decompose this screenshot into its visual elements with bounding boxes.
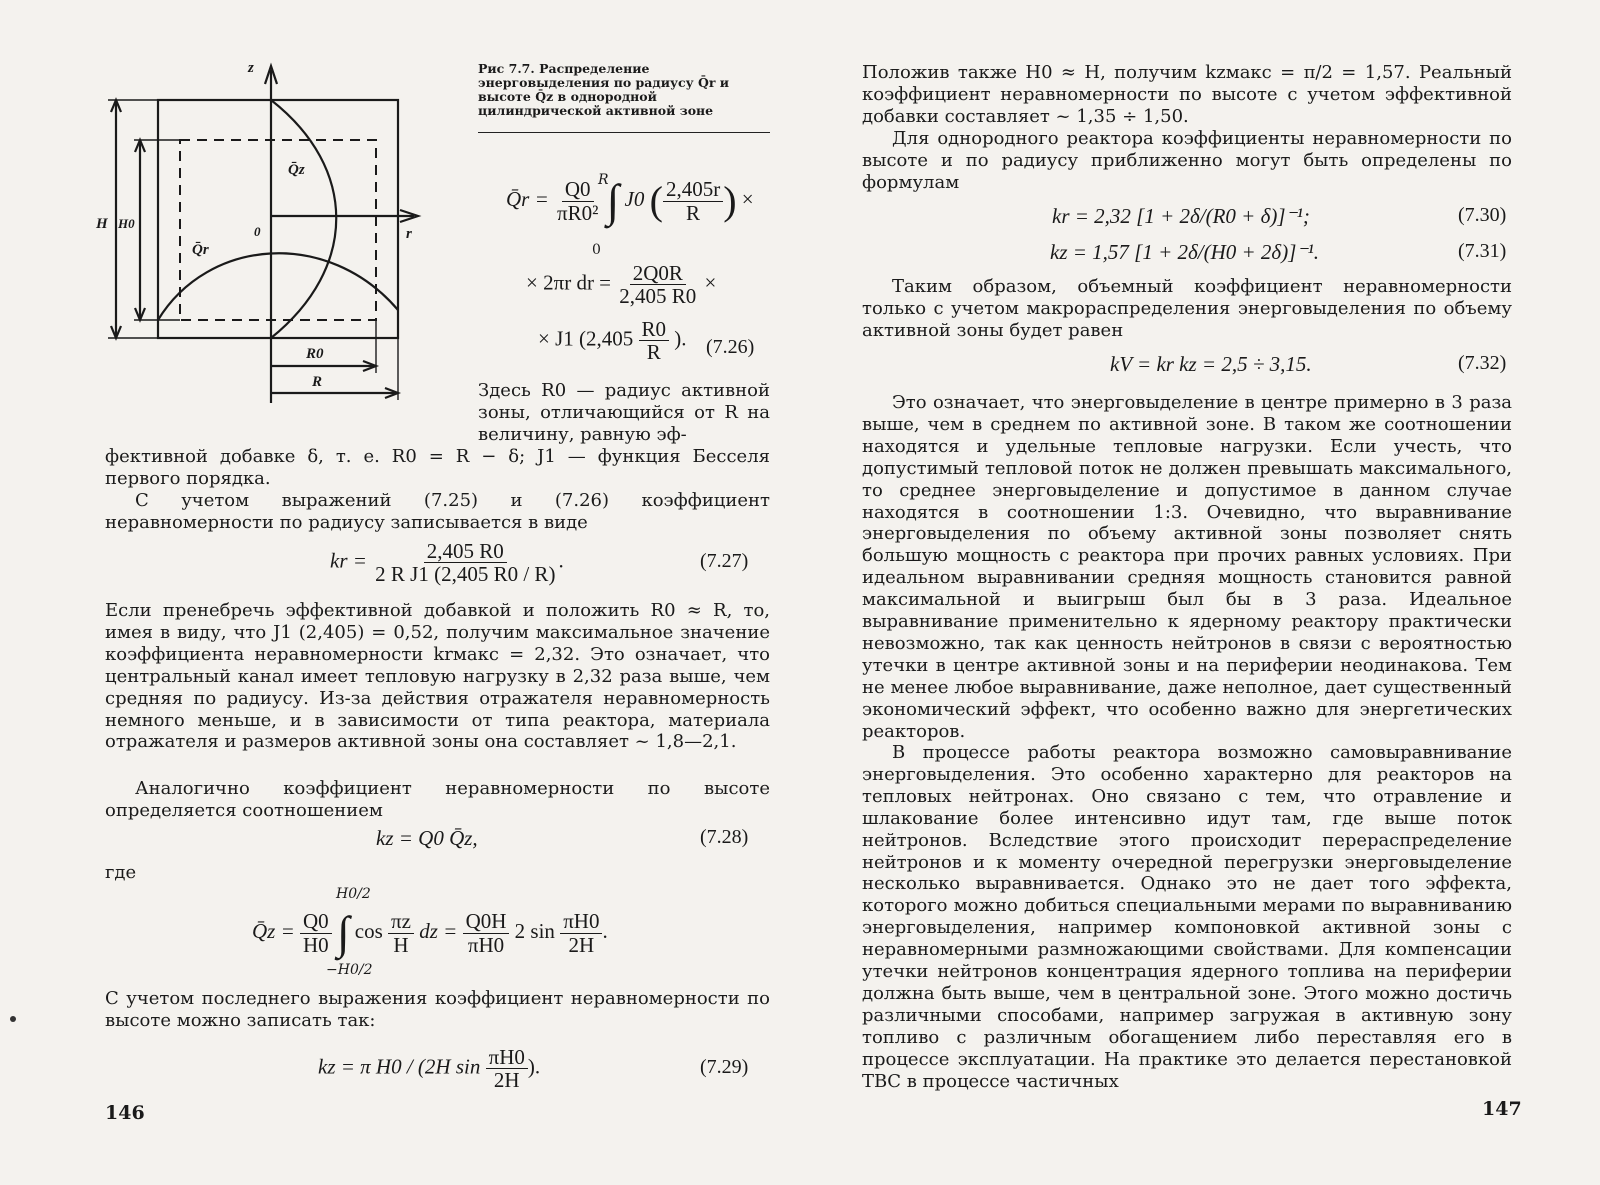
equation-7-26-line1: Q̄r = $\frac{Q0}{\text{πR0²}}$ ∫ J0 ( $\frac{2,405r}{R}$ ) × [506, 175, 754, 226]
label-r: r [406, 226, 412, 242]
integral-upper-limit: R [598, 172, 609, 188]
paragraph-esli: Если пренебречь эффективной добавкой и положить R0 ≈ R, то, имея в виду, что J1 (2,405) = 0,52, получим максимальное значение коэффициента неравномерности krмакс = 2,32. Это означает, что центральный канал имеет тепловую нагрузку в 2,32 раза выше, чем средняя по радиусу. Из-за действия отражателя неравномерность немного меньше, и в зависимости от типа реактора, материала отражателя и размеров активной зоны она составляет ~ 1,8—2,1. [105, 600, 770, 753]
label-H: H [96, 216, 108, 232]
label-z: z [248, 60, 254, 76]
paragraph-s-uchetom: С учетом выражений (7.25) и (7.26) коэффициент неравномерности по радиусу записывается в виде [105, 490, 770, 533]
equation-7-30: kr = 2,32 [1 + 2δ/(R0 + δ)]⁻¹; [1052, 204, 1310, 228]
paragraph-posledn: С учетом последнего выражения коэффициент неравномерности по высоте можно записать так: [105, 988, 770, 1031]
qz-integral-lower-limit: −H0/2 [326, 962, 373, 978]
equation-7-26-line2: × 2πr dr = $\frac{2Q0R}{2,405 R0}$ × [526, 261, 717, 309]
paragraph-v-processe: В процессе работы реактора возможно самовыравнивание энерговыделения. Это особенно характерно для реакторов на тепловых нейтронах. Оно связано с тем, что отравление и шлакование более интенсивно идут там, где выше поток нейтронов. Вследствие этого происходит перераспределение нейтронов и к моменту очередной перегрузки энерговыделение несколько выравнивается. Однако это не дает того эффекта, которого можно добиться специальными мерами по выравниванию энерговыделения, например компоновкой активной зоны с неравномерными размножающими свойствами. Для компенсации утечки нейтронов концентрация ядерного топлива на периферии должна быть выше, чем в центральной зоне. Этого можно достичь различными способами, например загружая в активную зону топливо с различным обогащением либо переставляя его в процессе эксплуатации. На практике это делается перестановкой ТВС в процессе частичных [862, 742, 1512, 1092]
word-gde: где [105, 862, 137, 883]
label-origin: 0 [254, 224, 261, 239]
equation-number-7-31: (7.31) [1458, 240, 1507, 262]
equation-7-26-line3: × J1 (2,405 $\frac{R0}{R}$ ). [538, 317, 687, 365]
integral-lower-limit: 0 [592, 242, 601, 258]
paragraph-zdes-continued: фективной добавке δ, т. е. R0 = R − δ; J1 — функция Бесселя первого порядка. [105, 446, 770, 489]
equation-number-7-26: (7.26) [706, 336, 755, 358]
equation-number-7-29: (7.29) [700, 1056, 749, 1078]
label-qr: Q̄r [192, 242, 209, 258]
label-R0: R0 [306, 346, 324, 362]
figure-7-7 [88, 48, 448, 418]
equation-number-7-27: (7.27) [700, 550, 749, 572]
paragraph-analogichno: Аналогично коэффициент неравномерности по высоте определяется соотношением [105, 778, 770, 821]
paragraph-zdes: Здесь R0 — радиус активной зоны, отличающийся от R на величину, равную эф- [478, 380, 770, 445]
label-R: R [312, 374, 323, 390]
outer-box [158, 100, 398, 338]
equation-7-27: kr = $\frac{2,405 R0}{\text{2 R J1 (2,405 R0 / R)}}$ . [330, 539, 564, 587]
equation-7-28: kz = Q0 Q̄z, [376, 826, 478, 850]
figure-caption: Рис 7.7. Распределение энерговыделения по радиусу Q̄r и высоте Q̄z в однородной цилиндрической активной зоне [478, 62, 770, 133]
equation-7-32: kV = kr kz = 2,5 ÷ 3,15. [1110, 352, 1312, 376]
label-qz: Q̄z [288, 162, 305, 178]
scan-speck [10, 1016, 16, 1022]
paragraph-polozhiv: Положив также H0 ≈ H, получим kzмакс = π/2 = 1,57. Реальный коэффициент неравномерности по высоте с учетом эффективной добавки составляет ~ 1,35 ÷ 1,50. [862, 62, 1512, 127]
paragraph-eto-oznachaet: Это означает, что энерговыделение в центре примерно в 3 раза выше, чем в среднем по активной зоне. В таком же соотношении находятся и удельные тепловые нагрузки. Если учесть, что допустимый тепловой поток не должен превышать максимального, то среднее энерговыделение и допустимое в данном случае находятся в соотношении 1:3. Очевидно, что выравнивание энерговыделения по объему активной зоны позволяет снять большую мощность с реактора при прочих равных условиях. При идеальном выравнивании средняя мощность становится равной максимальной и выигрыш был бы в 3 раза. Идеальное выравнивание применительно к ядерному реактору практически невозможно, так как ценность нейтронов в связи с вероятностью утечки в центре активной зоны и на периферии неодинакова. Тем не менее любое выравнивание, даже неполное, дает существенный экономический эффект, что особенно важно для энергетических реакторов. [862, 392, 1512, 742]
paragraph-takim-obrazom: Таким образом, объемный коэффициент неравномерности только с учетом макрораспределения энерговыделения по объему активной зоны будет равен [862, 276, 1512, 341]
equation-number-7-30: (7.30) [1458, 204, 1507, 226]
equation-7-29: kz = π H0 / (2H sin $\frac{\pi H0}{2H}$ ). [318, 1045, 541, 1093]
equation-qz: Q̄z = $\frac{Q0}{H0}$ ∫ cos $\frac{\pi z}{H}$ dz = $\frac{Q0H}{\pi H0}$ 2 sin $\frac{\pi H0}{2H}$ . [252, 907, 608, 958]
page-number-left: 146 [105, 1102, 145, 1124]
paragraph-dlya-odnorodnogo: Для однородного реактора коэффициенты неравномерности по высоте и по радиусу приближенно могут быть определены по формулам [862, 128, 1512, 193]
core-dashed-box [180, 140, 376, 320]
right-page [800, 0, 1600, 1185]
equation-number-7-32: (7.32) [1458, 352, 1507, 374]
qr-curve [158, 253, 398, 320]
equation-7-31: kz = 1,57 [1 + 2δ/(H0 + 2δ)]⁻¹. [1050, 240, 1319, 264]
qz-integral-upper-limit: H0/2 [336, 886, 371, 902]
qz-curve [271, 100, 336, 338]
label-H0: H0 [118, 216, 135, 231]
page-number-right: 147 [1482, 1098, 1522, 1120]
equation-number-7-28: (7.28) [700, 826, 749, 848]
